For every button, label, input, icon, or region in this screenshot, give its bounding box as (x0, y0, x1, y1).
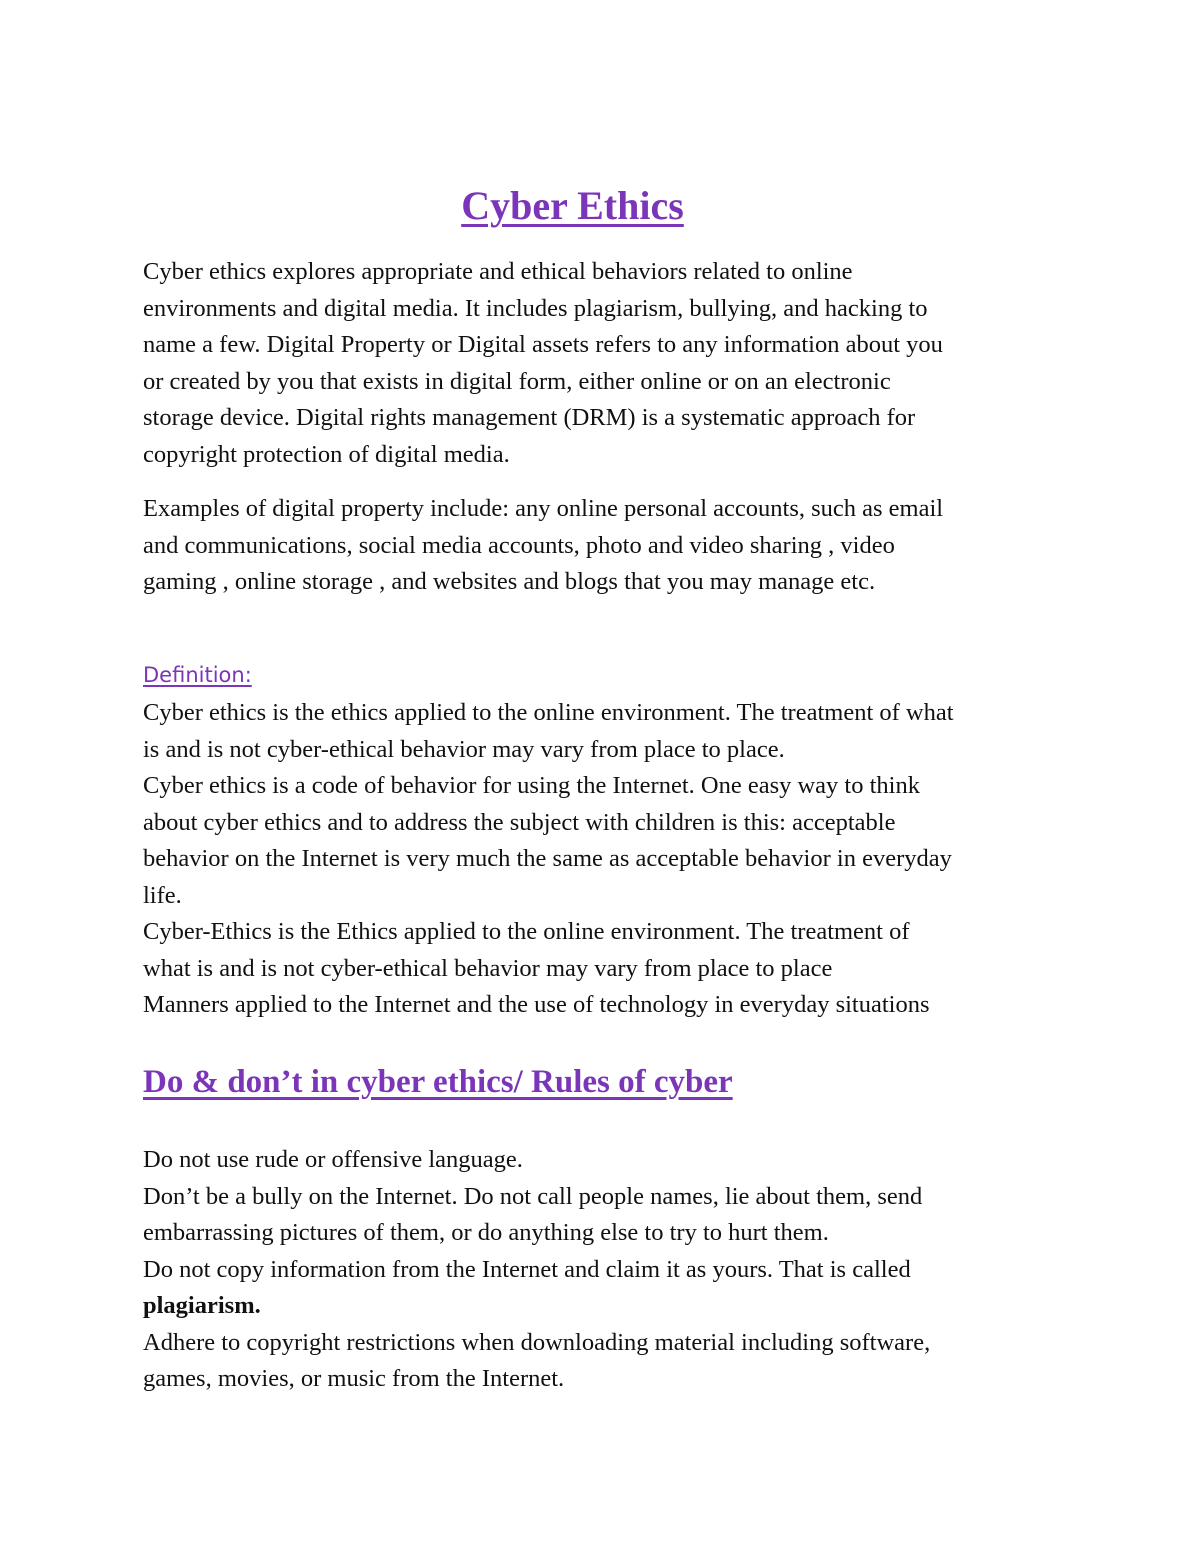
definition-paragraph (143, 695, 1063, 1024)
definition-label: Definition: (143, 663, 252, 687)
text-line: storage device. Digital rights management (DRM) is a systematic approach for (143, 404, 916, 431)
text-line: Adhere to copyright restrictions when downloading material including software, (143, 1328, 931, 1356)
text-line: games, movies, or music from the Internet. (143, 1365, 565, 1392)
text-line: Cyber-Ethics is the Ethics applied to the online environment. The treatment of (143, 918, 910, 945)
text-line: gaming , online storage , and websites and blogs that you may manage etc. (143, 568, 876, 595)
examples-paragraph (143, 491, 1063, 601)
intro-paragraph (143, 254, 1063, 473)
rules-paragraph (143, 1142, 1063, 1398)
rules-heading: Do & don’t in cyber ethics/ Rules of cyber (143, 1064, 733, 1100)
text-line: Cyber ethics is the ethics applied to the online environment. The treatment of what (143, 699, 954, 726)
text-line: Do not copy information from the Internet and claim it as yours. That is called (143, 1255, 911, 1283)
text-line: behavior on the Internet is very much the same as acceptable behavior in everyday (143, 845, 952, 872)
text-line: name a few. Digital Property or Digital assets refers to any information about you (143, 331, 943, 358)
text-line: about cyber ethics and to address the subject with children is this: acceptable (143, 808, 896, 836)
text-line: Examples of digital property include: any online personal accounts, such as email (143, 495, 944, 522)
text-line: embarrassing pictures of them, or do anything else to try to hurt them. (143, 1219, 829, 1246)
text-line: Do not use rude or offensive language. (143, 1146, 523, 1173)
text-line: Don’t be a bully on the Internet. Do not call people names, lie about them, send (143, 1182, 923, 1210)
text-line: or created by you that exists in digital form, either online or on an electronic (143, 367, 891, 395)
text-line: Cyber ethics explores appropriate and ethical behaviors related to online (143, 258, 853, 285)
text-line: life. (143, 881, 182, 909)
plagiarism-term: plagiarism. (143, 1292, 261, 1319)
document-title: Cyber Ethics (461, 183, 684, 228)
text-line: Manners applied to the Internet and the use of technology in everyday situations (143, 991, 930, 1018)
text-line: and communications, social media accounts, photo and video sharing , video (143, 531, 895, 559)
text-line: is and is not cyber-ethical behavior may vary from place to place. (143, 735, 785, 763)
text-line: what is and is not cyber-ethical behavior may vary from place to place (143, 954, 833, 982)
text-line: Cyber ethics is a code of behavior for using the Internet. One easy way to think (143, 772, 920, 799)
text-line: copyright protection of digital media. (143, 440, 510, 468)
text-line: environments and digital media. It includes plagiarism, bullying, and hacking to (143, 294, 928, 322)
text-line (143, 1288, 1063, 1325)
